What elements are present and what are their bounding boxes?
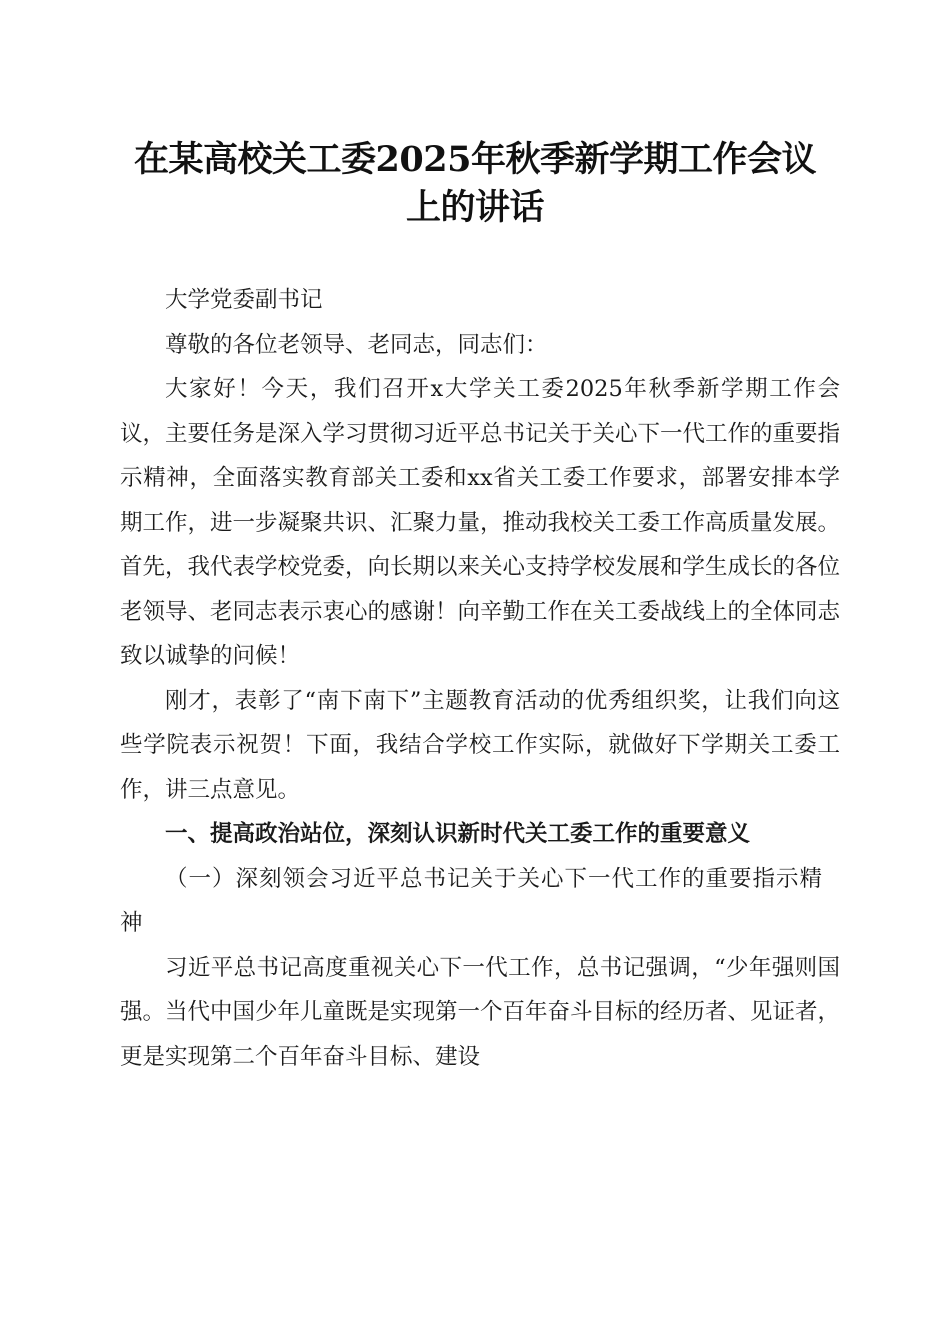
paragraph-opening: 大家好！今天，我们召开x大学关工委2025年秋季新学期工作会议，主要任务是深入学习贯彻习近平总书记关于关心下一代工作的重要指示精神，全面落实教育部关工委和xx省关工委工作要求，部署安排本学期工作，进一步凝聚共识、汇聚力量，推动我校关工委工作高质量发展。首先，我代表学校党委，向长期以来关心支持学校发展和学生成长的各位老领导、老同志表示衷心的感谢！向辛勤工作在关工委战线上的全体同志致以诚挚的问候！ (120, 376, 841, 669)
salutation: 尊敬的各位老领导、老同志，同志们： (165, 331, 548, 358)
paragraph-instructions: 习近平总书记高度重视关心下一代工作，总书记强调，“少年强则国强。当代中国少年儿童既是实现第一个百年奋斗目标的经历者、见证者，更是实现第二个百年奋斗目标、建设 (120, 954, 841, 1070)
paragraph-commendation: 刚才，表彰了“南下南下”主题教育活动的优秀组织奖，让我们向这些学院表示祝贺！下面，我结合学校工作实际，就做好下学期关工委工作，讲三点意见。 (120, 687, 840, 803)
document-title (118, 136, 832, 232)
title-line-2: 上的讲话 (405, 187, 544, 228)
speaker-line: 大学党委副书记 (165, 287, 323, 313)
title-line-1: 在某高校关工委2025年秋季新学期工作会议 (134, 139, 816, 180)
section-heading-1: 一、提高政治站位，深刻认识新时代关工委工作的重要意义 (165, 821, 751, 847)
document-body (120, 278, 840, 1079)
subsection-heading-1: （一）深刻领会习近平总书记关于关心下一代工作的重要指示精神 (120, 865, 824, 936)
